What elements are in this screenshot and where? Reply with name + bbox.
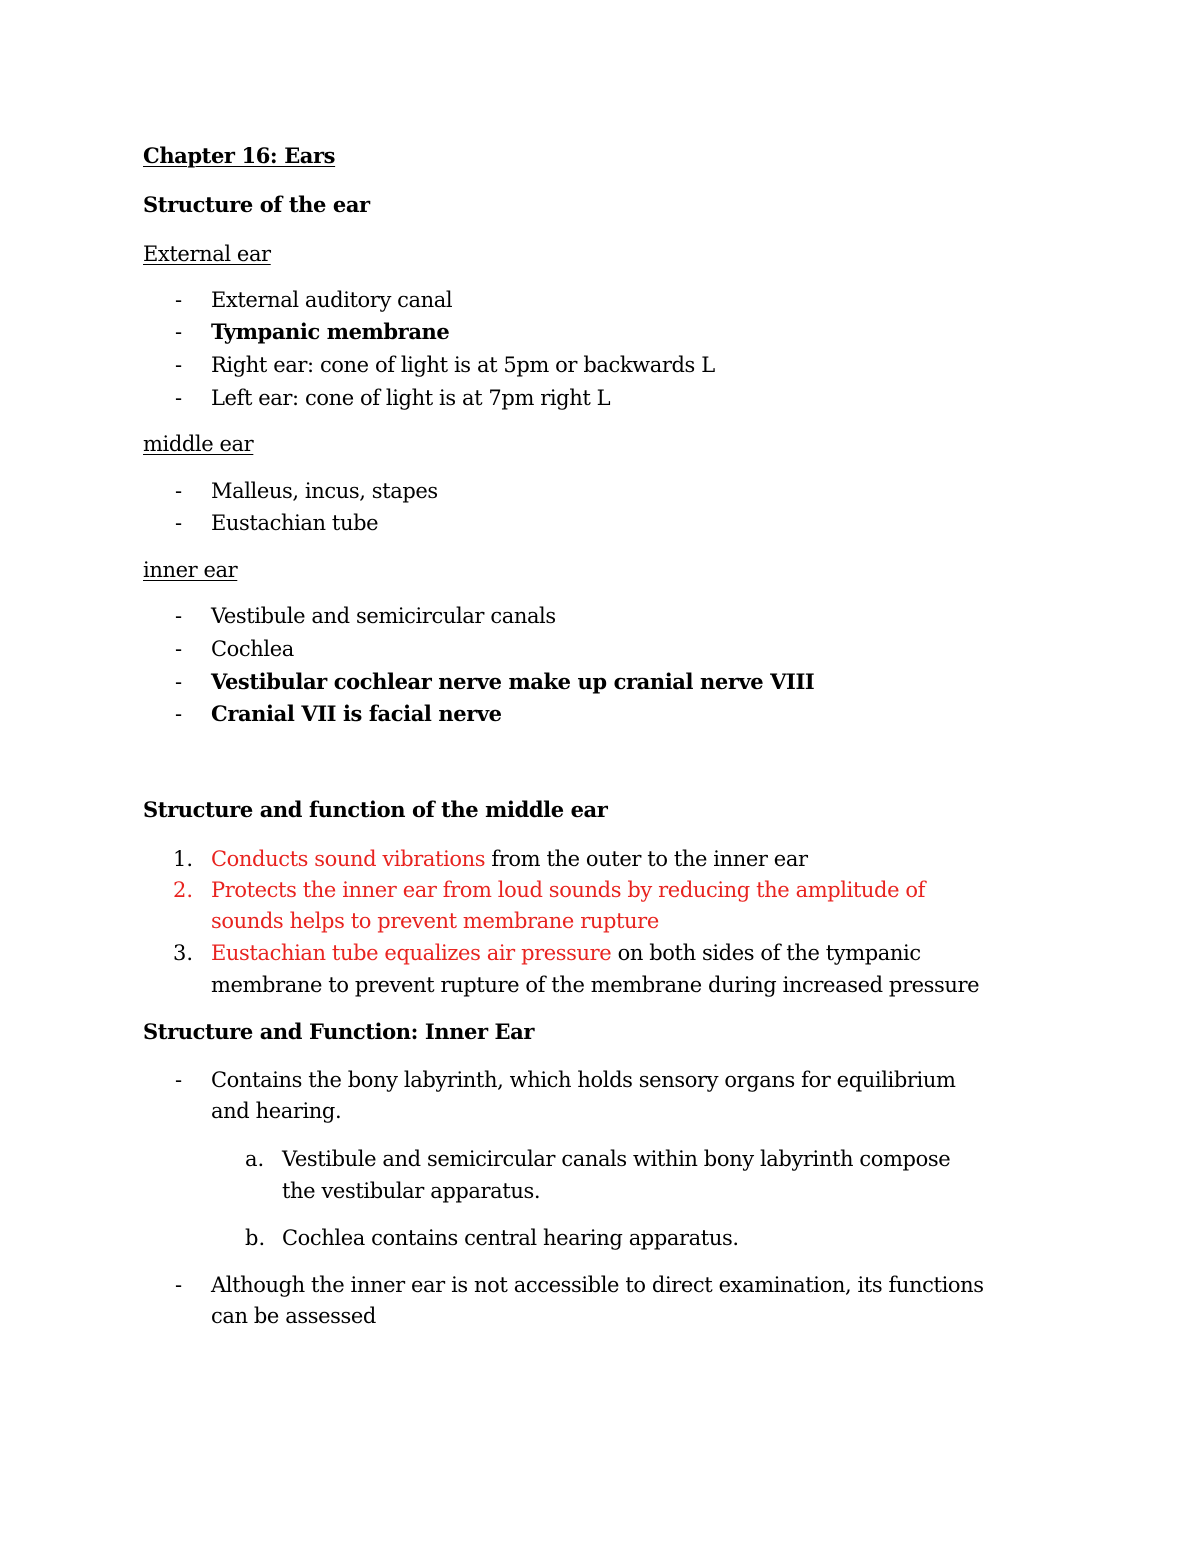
list-number: 1.	[173, 847, 194, 871]
highlighted-text: Conducts sound vibrations	[211, 847, 486, 871]
list-item: Vestibule and semicircular canals	[211, 604, 556, 628]
sub-list-item-continuation: the vestibular apparatus.	[282, 1179, 541, 1203]
list-item: Vestibular cochlear nerve make up cranial nerve VIII	[211, 669, 815, 694]
list-item-text: on both sides of the tympanic	[611, 941, 921, 965]
bullet-dash: -	[175, 1273, 183, 1297]
bullet-dash: -	[175, 1068, 183, 1092]
list-number: 2.	[173, 878, 194, 902]
list-item: Malleus, incus, stapes	[211, 479, 438, 503]
sub-list-item: Vestibule and semicircular canals within bony labyrinth compose	[282, 1147, 951, 1171]
list-letter: a.	[245, 1147, 265, 1171]
list-item-continuation: membrane to prevent rupture of the membrane during increased pressure	[211, 973, 980, 997]
subheading-inner-ear: inner ear	[143, 558, 238, 582]
bullet-dash: -	[175, 288, 183, 312]
sub-list-item: Cochlea contains central hearing apparatus.	[282, 1226, 739, 1250]
list-item: Cochlea	[211, 637, 294, 661]
section-heading-structure: Structure of the ear	[143, 192, 370, 217]
list-item-continuation: and hearing.	[211, 1099, 342, 1123]
list-item: Left ear: cone of light is at 7pm right L	[211, 386, 611, 410]
highlighted-text: Protects the inner ear from loud sounds by reducing the amplitude of	[211, 878, 926, 902]
list-number: 3.	[173, 941, 194, 965]
list-item: Eustachian tube	[211, 511, 379, 535]
list-item: Tympanic membrane	[211, 319, 450, 344]
bullet-dash: -	[175, 637, 183, 661]
subheading-external-ear: External ear	[143, 242, 271, 266]
list-item: Right ear: cone of light is at 5pm or backwards L	[211, 353, 715, 377]
list-item	[211, 845, 808, 873]
bullet-dash: -	[175, 386, 183, 410]
bullet-dash: -	[175, 702, 183, 726]
list-letter: b.	[245, 1226, 266, 1250]
highlighted-text: Eustachian tube equalizes air pressure	[211, 941, 612, 965]
list-item: Although the inner ear is not accessible to direct examination, its functions	[211, 1273, 984, 1297]
bullet-dash: -	[175, 353, 183, 377]
list-item	[211, 939, 921, 967]
list-item-continuation: can be assessed	[211, 1304, 376, 1328]
list-item: Contains the bony labyrinth, which holds sensory organs for equilibrium	[211, 1068, 956, 1092]
section-heading-inner-ear-function: Structure and Function: Inner Ear	[143, 1019, 535, 1044]
highlighted-text: sounds helps to prevent membrane rupture	[211, 909, 659, 933]
bullet-dash: -	[175, 604, 183, 628]
chapter-title: Chapter 16: Ears	[143, 143, 336, 168]
bullet-dash: -	[175, 320, 183, 344]
bullet-dash: -	[175, 511, 183, 535]
section-heading-middle-ear-function: Structure and function of the middle ear	[143, 797, 608, 822]
bullet-dash: -	[175, 670, 183, 694]
list-item: External auditory canal	[211, 288, 453, 312]
list-item: Cranial VII is facial nerve	[211, 701, 502, 726]
bullet-dash: -	[175, 479, 183, 503]
subheading-middle-ear: middle ear	[143, 432, 254, 456]
list-item-text: from the outer to the inner ear	[485, 847, 808, 871]
